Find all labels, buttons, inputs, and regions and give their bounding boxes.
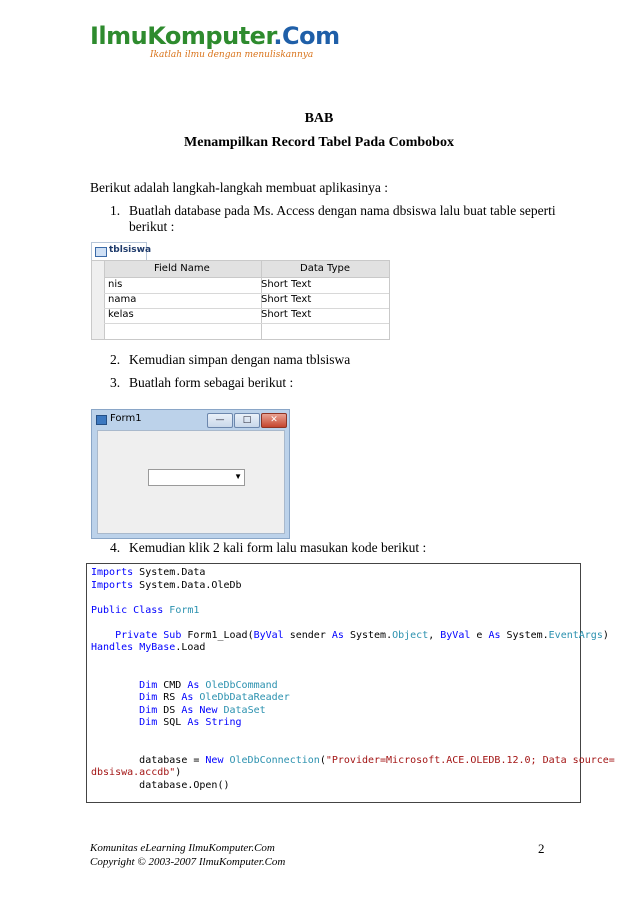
code-token: As [187, 679, 200, 691]
logo-part-ilmu: Ilmu [90, 22, 148, 50]
code-token: Dim [139, 704, 158, 716]
code-token: Imports [91, 579, 134, 591]
code-block [86, 563, 615, 803]
code-token: OleDbDataReader [199, 692, 290, 703]
code-token: SQL [157, 717, 188, 728]
code-token: Imports [91, 567, 134, 578]
logo-part-komputer: Komputer [147, 22, 274, 50]
code-token: As [187, 717, 200, 728]
code-token: , [428, 629, 441, 641]
footer-copyright: Copyright © 2003-2007 IlmuKomputer.Com [90, 856, 286, 868]
data-type-cell: Short Text [261, 294, 312, 305]
code-token: Form1_Load( [181, 629, 254, 641]
field-grid [91, 260, 390, 340]
field-name-cell: kelas [108, 309, 134, 320]
chapter-heading: BAB [304, 111, 334, 126]
field-name-cell: nama [108, 294, 137, 305]
intro-text: Berikut adalah langkah-langkah membuat aplikasinya : [90, 180, 389, 195]
data-type-cell: Short Text [261, 309, 312, 320]
code-token: ( [319, 754, 326, 766]
logo-part-com: .Com [273, 22, 340, 50]
code-token: CMD [157, 679, 188, 691]
site-logo [90, 22, 340, 50]
code-token: MyBase [139, 642, 176, 653]
chevron-down-icon[interactable]: ▼ [234, 472, 242, 481]
code-token: OleDbCommand [205, 679, 278, 691]
maximize-button[interactable]: □ [234, 413, 260, 428]
form-window-icon [96, 415, 107, 425]
code-token: sender [283, 629, 332, 641]
header-field-name: Field Name [154, 263, 210, 274]
table-row-empty[interactable] [104, 323, 389, 338]
step-1-text: Buatlah database pada Ms. Access dengan nama dbsiswa lalu buat table seperti [129, 203, 556, 218]
form-client-area [97, 430, 285, 534]
step-3-number: 3. [110, 375, 121, 390]
code-token: New [199, 704, 218, 716]
step-1-text-cont: berikut : [129, 219, 175, 234]
combobox[interactable] [148, 469, 245, 486]
grid-header [92, 261, 389, 278]
code-token: As [181, 704, 194, 716]
code-token: ByVal [440, 629, 471, 641]
footer-community: Komunitas eLearning IlmuKomputer.Com [90, 842, 275, 854]
code-token: System.Data.OleDb [133, 579, 242, 591]
code-token: database = [139, 754, 206, 766]
code-token: EventArgs [548, 629, 603, 641]
code-text [91, 567, 615, 792]
page-title: Menampilkan Record Tabel Pada Combobox [184, 135, 454, 150]
footer [90, 841, 285, 869]
step-3-text: Buatlah form sebagai berikut : [129, 375, 294, 390]
code-token: Dim [139, 717, 158, 728]
code-token: .Load [175, 642, 206, 653]
field-name-cell: nis [108, 279, 123, 290]
code-token: System.Data [133, 567, 206, 578]
table-row[interactable] [104, 308, 389, 324]
code-token: New [205, 754, 224, 766]
code-token: ) [175, 767, 182, 778]
close-button[interactable]: ✕ [261, 413, 287, 428]
logo-tagline: Ikatlah ilmu dengan menuliskannya [150, 50, 314, 60]
code-token: dbsiswa.accdb" [91, 767, 176, 778]
table-tab[interactable] [91, 242, 152, 260]
code-token: Class [133, 604, 164, 616]
code-token: As [488, 629, 501, 641]
form1-window [91, 409, 290, 539]
code-token: e [470, 629, 489, 641]
code-token: DataSet [223, 704, 266, 716]
minimize-button[interactable]: — [207, 413, 233, 428]
step-2-text: Kemudian simpan dengan nama tblsiswa [129, 352, 351, 367]
code-token: Public [91, 604, 128, 616]
code-token: Object [392, 629, 429, 641]
code-token: "Provider=Microsoft.ACE.OLEDB.12.0; Data source= [325, 754, 615, 766]
code-token: Handles [91, 642, 134, 653]
code-token: Sub [163, 629, 182, 641]
code-token: Private [115, 629, 158, 641]
code-token: DS [157, 704, 182, 716]
header-data-type: Data Type [300, 263, 351, 274]
access-table-design [91, 242, 388, 338]
code-token: database.Open() [139, 779, 230, 791]
data-type-cell: Short Text [261, 279, 312, 290]
table-tab-label: tblsiswa [109, 245, 152, 255]
code-token: System. [343, 629, 393, 641]
code-token: Dim [139, 692, 158, 703]
code-token: ByVal [253, 629, 284, 641]
code-token: As [181, 692, 194, 703]
code-token: OleDbConnection [229, 754, 320, 766]
code-token: RS [157, 692, 182, 703]
step-1-number: 1. [110, 203, 121, 218]
code-token: Dim [139, 679, 158, 691]
step-2-number: 2. [110, 352, 121, 367]
table-icon [95, 247, 107, 257]
code-token: As [331, 629, 344, 641]
code-token: System. [500, 629, 549, 641]
code-token: String [205, 717, 242, 728]
code-token: ) [602, 629, 609, 641]
table-row[interactable] [104, 278, 389, 294]
code-token: Form1 [169, 604, 200, 616]
window-title: Form1 [110, 413, 142, 424]
step-4-text: Kemudian klik 2 kali form lalu masukan kode berikut : [129, 540, 427, 555]
step-4-number: 4. [110, 540, 121, 555]
page-number: 2 [538, 841, 545, 856]
table-row[interactable] [104, 293, 389, 309]
